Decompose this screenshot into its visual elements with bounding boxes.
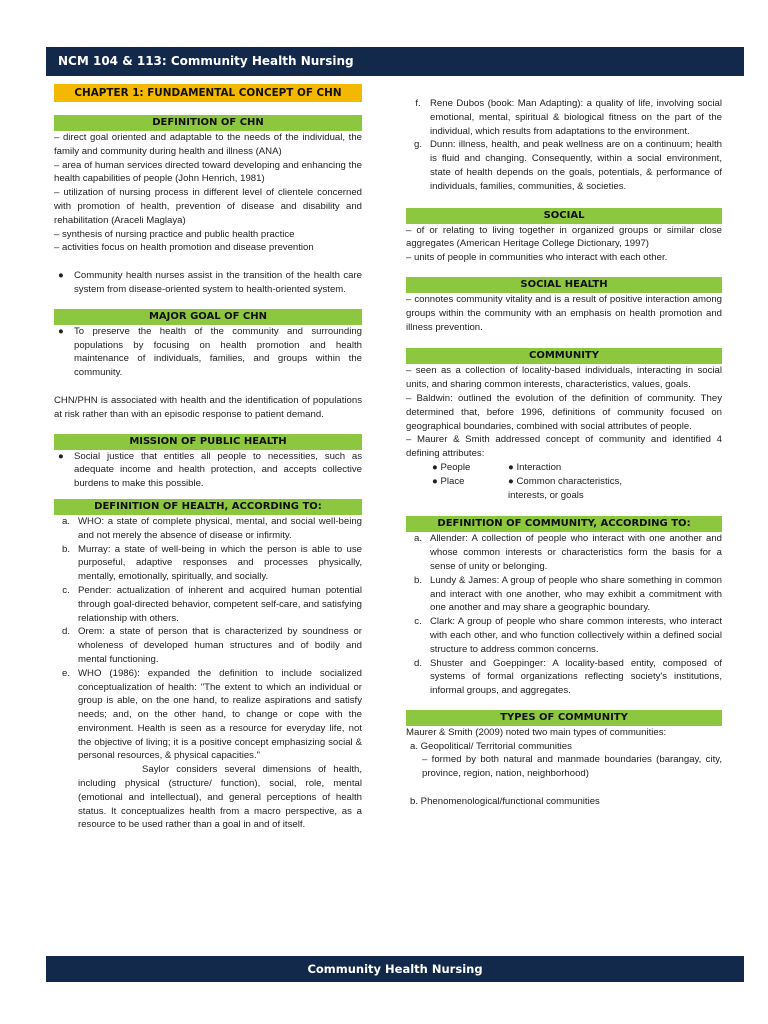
types-item-b: b. Phenomenological/functional communities [410, 796, 600, 808]
list-item: e. WHO (1986): expanded the definition to include socialized conceptualization of health: "The extent to which an individual or group is able, on the one hand, to realize aspirations and satisfy needs; and, on the other hand, to change or cope with the environment. Health is seen as a resource for everyday life, not the objective of living; it is a positive concept emphasizing social & personal resources, & physical capacities." [61, 667, 362, 762]
document-footer-bar [46, 956, 744, 982]
list-item: a. WHO: a state of complete physical, mental, and social well-being and not merely the absence of disease or infirmity. [61, 515, 362, 541]
list-item: a. Allender: A collection of people who interact with one another and whose common interests or characteristics form the basis for a sense of unity or belonging. [413, 533, 722, 572]
list-item: g. Dunn: illness, health, and peak wellness are on a continuum; health is fluid and changing. Consequently, within a social environment, state of health depends on the goals, potentials, & performance of individuals, families, communities, & societies. [413, 139, 722, 192]
section-header-mission: MISSION OF PUBLIC HEALTH [54, 434, 362, 450]
community-line: – Baldwin: outlined the evolution of the definition of community. They determined that, before 1996, definitions of community focused on geographical boundaries, combined with social attributes of people. [406, 392, 722, 432]
section-header-definition-of-community: DEFINITION OF COMMUNITY, ACCORDING TO: [406, 516, 722, 532]
section-header-definition-of-chn: DEFINITION OF CHN [54, 115, 362, 131]
bullet-item: ● Community health nurses assist in the transition of the health care system from disease-oriented system to health-oriented system. [54, 269, 362, 297]
community-line: – Maurer & Smith addressed concept of community and identified 4 defining attributes: [406, 434, 722, 460]
list-item: b. Murray: a state of well-being in which the person is able to use purposeful, adaptive responses and processes physically, mentally, emotionally, spiritually, and socially. [61, 543, 362, 583]
social-line: – of or relating to living together in organized groups or similar close aggregates (American Heritage College Dictionary, 1997) [406, 224, 722, 250]
chn-definition-line: – activities focus on health promotion and disease prevention [54, 242, 314, 254]
section-header-definition-of-health: DEFINITION OF HEALTH, ACCORDING TO: [54, 499, 362, 515]
bullet-icon: ● [58, 325, 64, 337]
bullet-icon: ● [58, 450, 64, 462]
document-header-bar [46, 47, 744, 76]
paragraph: CHN/PHN is associated with health and the identification of populations at risk rather than with an episodic response to patient demand. [54, 394, 362, 420]
chn-definition-line: – synthesis of nursing practice and public health practice [54, 228, 295, 240]
list-item: c. Pender: actualization of inherent and acquired human potential through goal-directed behavior, competent self-care, and satisfying relationship with others. [62, 584, 362, 624]
section-header-social-health: SOCIAL HEALTH [406, 277, 722, 293]
social-line: – units of people in communities who interact with each other. [406, 252, 668, 264]
list-item: f. Rene Dubos (book: Man Adapting): a quality of life, involving social emotional, mental, spiritual & biological fitness on the part of the individual, which results from adaptations to the environment. [415, 98, 722, 137]
list-item: d. Shuster and Goeppinger: A locality-based entity, composed of systems of formal organizations reflecting society's institutions, informal groups, and aggregates. [413, 657, 722, 697]
section-header-types-of-community: TYPES OF COMMUNITY [406, 710, 722, 726]
types-intro: Maurer & Smith (2009) noted two main types of communities: [406, 726, 667, 738]
section-header-major-goal: MAJOR GOAL OF CHN [54, 309, 362, 325]
chn-definition-line: – direct goal oriented and adaptable to the needs of the individual, the family and community during health and illness (ANA) [54, 132, 362, 157]
types-item-a: a. Geopolitical/ Territorial communities [410, 740, 572, 752]
document-footer-title: Community Health Nursing [307, 962, 483, 976]
attribute-row: ● People ● Interaction [432, 461, 562, 473]
list-item: b. Lundy & James: A group of people who share something in common and interact with one another, who may exhibit a commitment with one another and may share a geographic boundary. [413, 574, 722, 614]
section-header-social: SOCIAL [406, 208, 722, 224]
types-item-a-sub: – formed by both natural and manmade boundaries (barangay, city, province, region, nation, neighborhood) [422, 754, 722, 780]
saylor-paragraph: Saylor considers several dimensions of health, including physical (structure/ function), social, role, mental (emotional and intellectual), and general perceptions of health status. It conceptualizes health from a macro perspective, as a resource to be used rather than a goal in and of itself. [78, 764, 362, 831]
list-item: d. Orem: a state of person that is characterized by soundness or wholeness of developed human structures and of bodily and mental functioning. [61, 626, 362, 665]
bullet-item: ● To preserve the health of the community and surrounding populations by focusing on health promotion and health maintenance of individuals, families, and groups within the community. [54, 325, 362, 380]
attribute-row: ● Place ● Common characteristics, interests, or goals [432, 475, 623, 501]
list-item: c. Clark: A group of people who share common interests, who interact with each other, and who function collectively within a defined social structure to address common concerns. [414, 616, 722, 655]
social-health-line: – connotes community vitality and is a result of positive interaction among groups within the community with an emphasis on health promotion and illness prevention. [406, 293, 722, 333]
left-column [54, 84, 362, 832]
right-column [406, 97, 722, 809]
section-header-community: COMMUNITY [406, 348, 722, 364]
bullet-icon: ● [58, 270, 64, 282]
document-header-title: NCM 104 & 113: Community Health Nursing [58, 54, 354, 68]
bullet-item: ● Social justice that entitles all people to necessities, such as adequate income and health protection, and accepts collective burdens to make this possible. [54, 450, 362, 491]
community-line: – seen as a collection of locality-based individuals, interacting in social units, and sharing common interests, characteristics, values, goals. [406, 365, 722, 391]
chn-definition-line: – area of human services directed toward developing and enhancing the health capabilities of people (John Henrich, 1981) [54, 159, 362, 185]
chn-definition-line: – utilization of nursing process in different level of clientele concerned with promotion of health, prevention of disease and disability and rehabilitation (Araceli Maglaya) [54, 187, 362, 226]
chapter-banner: CHAPTER 1: FUNDAMENTAL CONCEPT OF CHN [54, 84, 362, 102]
